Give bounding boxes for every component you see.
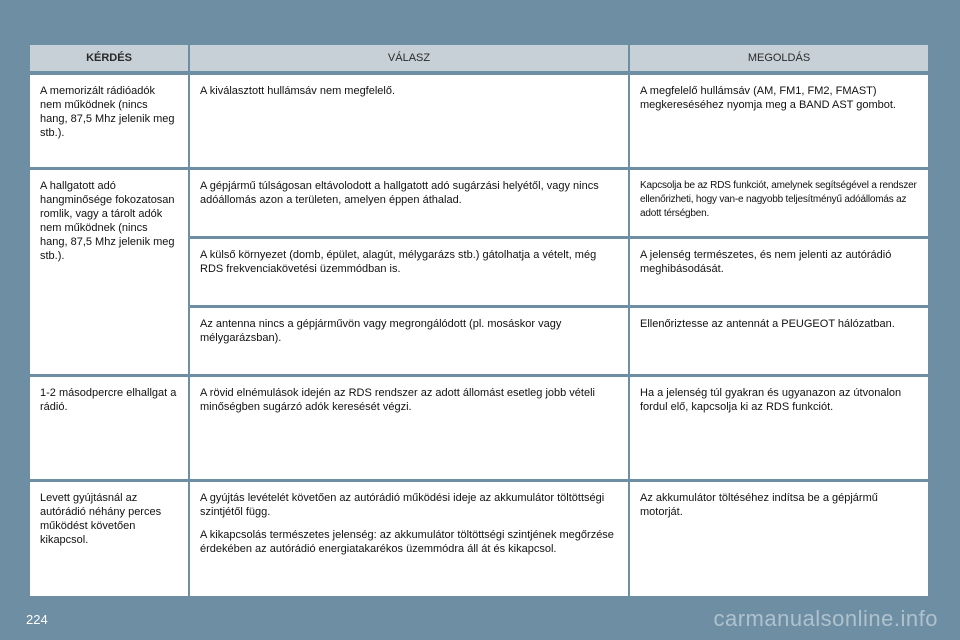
watermark: carmanualsonline.info xyxy=(713,606,938,631)
header-question: KÉRDÉS xyxy=(30,45,188,71)
row2-answer-3: Az antenna nincs a gépjárművön vagy megrongálódott (pl. mosáskor vagy mélygarázsban). xyxy=(190,308,628,374)
row4-answer-paragraph-2: A kikapcsolás természetes jelenség: az akkumulátor töltöttségi szintjének megőrzése érdekében az autórádió energiatakarékos üzemmódra áll át és kikapcsol. xyxy=(200,529,614,555)
row2-answer-1: A gépjármű túlságosan eltávolodott a hallgatott adó sugárzási helyétől, vagy nincs adóállomás azon a területen, amelyen éppen áthalad. xyxy=(190,170,628,236)
row2-answer-2: A külső környezet (domb, épület, alagút, mélygarázs stb.) gátolhatja a vételt, még RDS frekvenciakövetési üzemmódban is. xyxy=(190,239,628,305)
row3-question: 1-2 másodpercre elhallgat a rádió. xyxy=(30,377,188,479)
page-number: 224 xyxy=(26,612,48,627)
row2-solution-1: Kapcsolja be az RDS funkciót, amelynek segítségével a rendszer ellenőrizheti, hogy van-e nagyobb teljesítményű adóállomás az adott térségben. xyxy=(630,170,928,236)
row4-answer xyxy=(190,482,628,596)
header-answer: VÁLASZ xyxy=(190,45,628,71)
row4-solution: Az akkumulátor töltéséhez indítsa be a gépjármű motorját. xyxy=(630,482,928,596)
header-solution: MEGOLDÁS xyxy=(630,45,928,71)
row2-solution-3: Ellenőriztesse az antennát a PEUGEOT hálózatban. xyxy=(630,308,928,374)
row3-solution: Ha a jelenség túl gyakran és ugyanazon az útvonalon fordul elő, kapcsolja ki az RDS funkciót. xyxy=(630,377,928,479)
row4-question: Levett gyújtásnál az autórádió néhány perces működést követően kikapcsol. xyxy=(30,482,188,596)
row1-answer: A kiválasztott hullámsáv nem megfelelő. xyxy=(190,75,628,167)
row1-question: A memorizált rádióadók nem működnek (nincs hang, 87,5 Mhz jelenik meg stb.). xyxy=(30,75,188,167)
faq-table xyxy=(30,45,928,596)
row3-answer: A rövid elnémulások idején az RDS rendszer az adott állomást esetleg jobb vételi minőségben sugárzó adók keresését végzi. xyxy=(190,377,628,479)
row1-solution: A megfelelő hullámsáv (AM, FM1, FM2, FMAST) megkereséséhez nyomja meg a BAND AST gombot. xyxy=(630,75,928,167)
row4-answer-paragraph-1: A gyújtás levételét követően az autórádió működési ideje az akkumulátor töltöttségi szintjétől függ. xyxy=(200,492,605,518)
row2-solution-2: A jelenség természetes, és nem jelenti az autórádió meghibásodását. xyxy=(630,239,928,305)
row2-question: A hallgatott adó hangminősége fokozatosan romlik, vagy a tárolt adók nem működnek (nincs hang, 87,5 Mhz jelenik meg stb.). xyxy=(30,170,188,374)
